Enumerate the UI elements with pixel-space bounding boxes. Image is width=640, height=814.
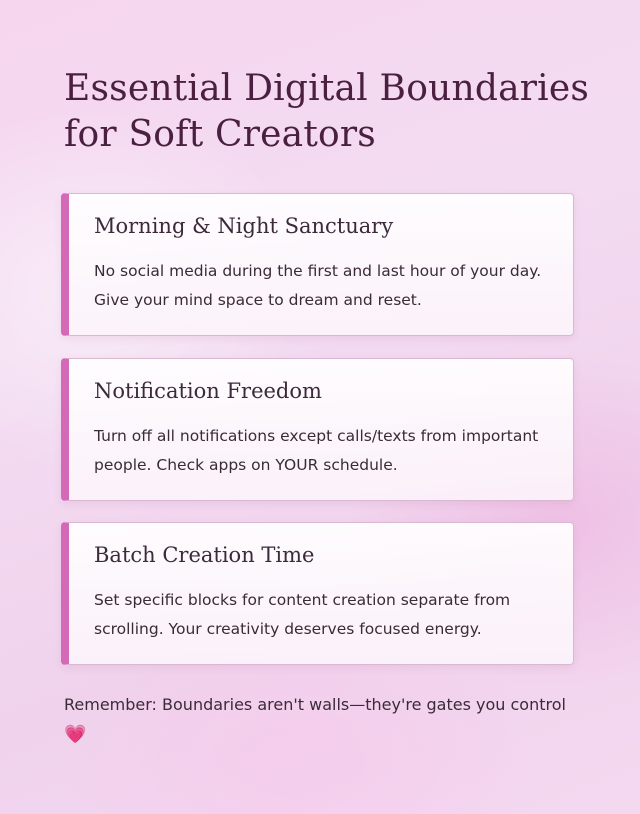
card-body: Set specific blocks for content creation separate from scrolling. Your creativity deserves focused energy.: [94, 591, 511, 638]
card-body: Turn off all notifications except calls/texts from important people. Check apps on YOUR schedule.: [94, 427, 539, 474]
boundary-card-morning-night: [61, 193, 574, 336]
page-title: Essential Digital Boundaries for Soft Creators: [64, 68, 590, 155]
footer-text: Remember: Boundaries aren't walls—they're gates you control: [64, 695, 566, 714]
boundary-card-notifications: [61, 358, 574, 501]
card-title: Batch Creation Time: [94, 543, 315, 567]
boundary-card-batch-creation: [61, 522, 574, 665]
footer-note: [64, 690, 584, 750]
card-title: Notification Freedom: [94, 379, 322, 403]
card-title: Morning & Night Sanctuary: [94, 214, 394, 238]
card-body: No social media during the first and last hour of your day. Give your mind space to dream and reset.: [94, 262, 542, 309]
pink-heart-icon: 💗: [64, 724, 87, 745]
